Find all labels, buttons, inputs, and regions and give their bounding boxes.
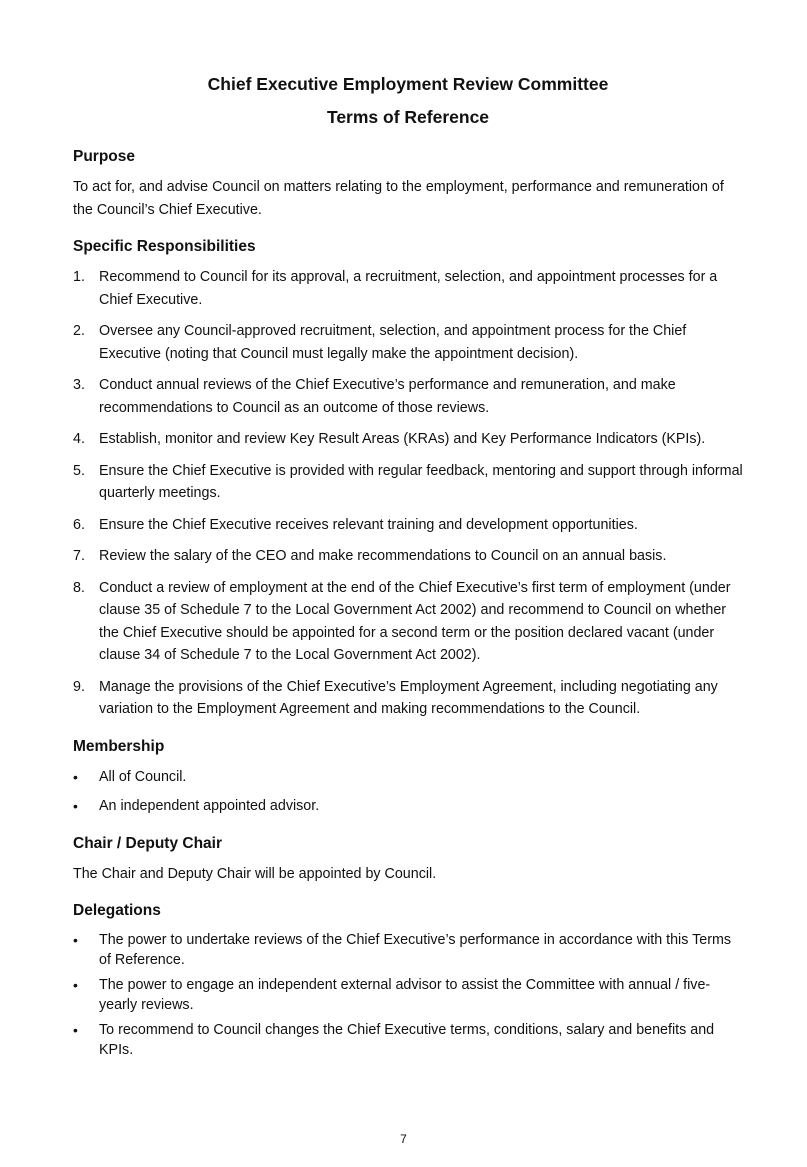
item-text: An independent appointed advisor. <box>99 798 320 814</box>
item-text: Ensure the Chief Executive receives relevant training and development opportunities. <box>99 516 638 533</box>
membership-heading: Membership <box>73 737 165 755</box>
list-item <box>73 1020 743 1060</box>
item-text: To recommend to Council changes the Chief Executive terms, conditions, salary and benefits and KPIs. <box>99 1022 715 1058</box>
item-text: Recommend to Council for its approval, a recruitment, selection, and appointment processes for a Chief Executive. <box>99 269 718 308</box>
item-number: 7. <box>73 548 85 564</box>
document-subtitle: Terms of Reference <box>326 107 490 127</box>
membership-list <box>73 766 743 818</box>
item-text: Review the salary of the CEO and make recommendations to Council on an annual basis. <box>99 548 667 564</box>
responsibilities-list <box>73 266 743 721</box>
bullet-icon: • <box>73 977 78 993</box>
item-text: All of Council. <box>99 768 187 785</box>
bullet-icon: • <box>73 1022 78 1038</box>
item-text: Manage the provisions of the Chief Executive’s Employment Agreement, including negotiating any variation to the Employment Agreement and making recommendations to the Council. <box>99 678 718 717</box>
delegations-heading: Delegations <box>73 902 161 919</box>
item-text: The power to engage an independent external advisor to assist the Committee with annual / five-yearly reviews. <box>99 977 711 1013</box>
purpose-heading: Purpose <box>73 148 136 165</box>
item-text: Conduct a review of employment at the end of the Chief Executive’s first term of employment (under clause 35 of Schedule 7 to the Local Government Act 2002) and recommend to Council on whether the Chief Executive should be appointed for a second term or the position declared vacant (under clause 34 of Schedule 7 to the Local Government Act 2002). <box>99 579 731 663</box>
item-number: 6. <box>73 516 85 533</box>
item-number: 5. <box>73 462 85 479</box>
delegations-section <box>73 901 743 1060</box>
list-item <box>73 766 743 789</box>
chair-text: The Chair and Deputy Chair will be appointed by Council. <box>73 865 437 882</box>
item-number: 1. <box>73 269 85 285</box>
responsibilities-section <box>73 237 743 721</box>
list-item <box>73 320 743 365</box>
item-number: 8. <box>73 579 85 596</box>
list-item <box>73 545 743 568</box>
item-text: The power to undertake reviews of the Chief Executive’s performance in accordance with this Terms of Reference. <box>99 932 732 968</box>
membership-section <box>73 737 743 818</box>
item-text: Establish, monitor and review Key Result Areas (KRAs) and Key Performance Indicators (KPIs). <box>99 431 706 447</box>
list-item <box>73 577 743 667</box>
item-text: Oversee any Council-approved recruitment, selection, and appointment process for the Chief Executive (noting that Council must legally make the appointment decision). <box>99 323 687 362</box>
chair-heading: Chair / Deputy Chair <box>73 834 222 852</box>
item-number: 3. <box>73 377 85 393</box>
list-item <box>73 975 743 1015</box>
item-number: 4. <box>73 431 85 447</box>
list-item <box>73 676 743 721</box>
delegations-list <box>73 930 743 1060</box>
item-number: 2. <box>73 323 85 339</box>
item-number: 9. <box>73 678 85 695</box>
bullet-icon: • <box>73 768 78 785</box>
list-item <box>73 514 743 537</box>
purpose-section <box>73 147 743 221</box>
list-item <box>73 795 743 818</box>
bullet-icon: • <box>73 798 78 814</box>
page-number: 7 <box>400 1132 407 1146</box>
list-item <box>73 930 743 970</box>
item-text: Conduct annual reviews of the Chief Executive’s performance and remuneration, and make recommendations to Council as an outcome of those reviews. <box>99 377 676 416</box>
chair-section <box>73 834 743 886</box>
responsibilities-heading: Specific Responsibilities <box>73 238 256 255</box>
list-item <box>73 460 743 505</box>
list-item <box>73 266 743 311</box>
list-item <box>73 374 743 419</box>
bullet-icon: • <box>73 932 78 948</box>
purpose-text: To act for, and advise Council on matters relating to the employment, performance and remuneration of the Council’s Chief Executive. <box>73 179 724 218</box>
document-title: Chief Executive Employment Review Committee <box>207 74 609 94</box>
item-text: Ensure the Chief Executive is provided with regular feedback, mentoring and support through informal quarterly meetings. <box>99 462 743 501</box>
list-item <box>73 428 743 451</box>
